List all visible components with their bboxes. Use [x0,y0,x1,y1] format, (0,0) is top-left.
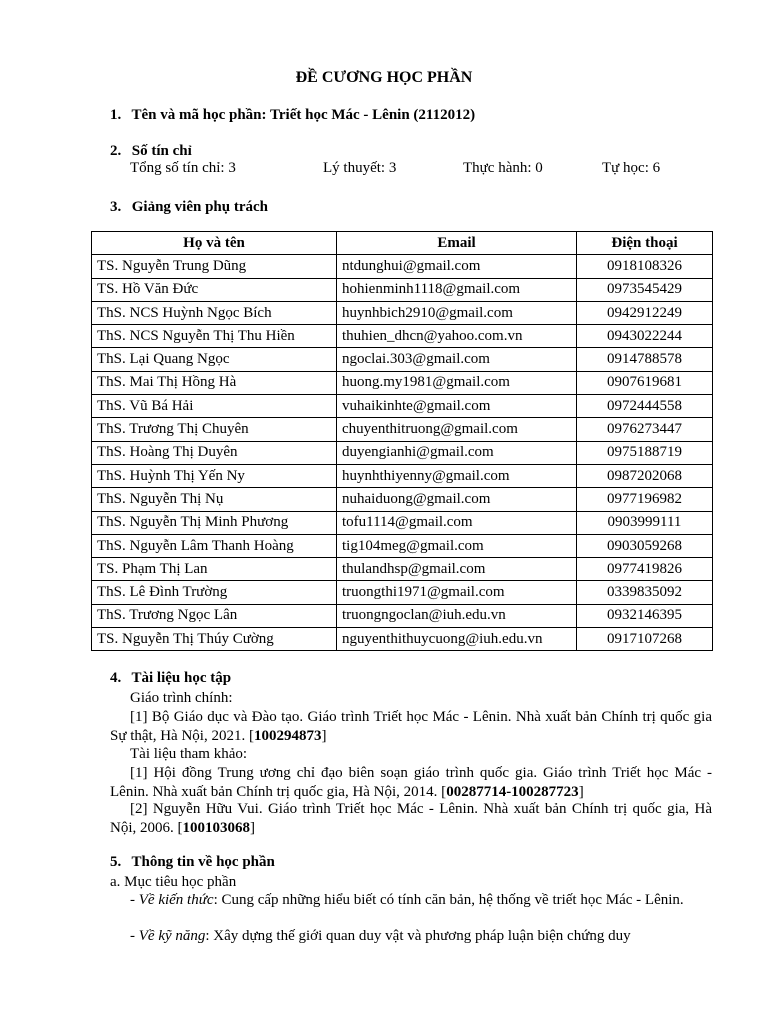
lecturer-phone: 0903999111 [577,511,713,534]
table-row [92,628,713,651]
lecturer-phone: 0932146395 [577,604,713,627]
table-row [92,604,713,627]
lecturer-phone: 0975188719 [577,441,713,464]
lecturer-name: TS. Nguyễn Thị Thúy Cường [92,628,337,651]
table-row [92,511,713,534]
reference-1: [1] Hội đồng Trung ương chỉ đạo biên soạn giáo trình quốc gia. Giáo trình Triết học Mác - Lênin. Nhà xuất bản Chính trị quốc gia, Hà Nội, 2014. [00287714-100287723] [110,765,712,800]
lecturer-name: TS. Hồ Văn Đức [92,278,337,301]
lecturer-name: ThS. Lại Quang Ngọc [92,348,337,371]
table-row [92,278,713,301]
lecturer-phone: 0339835092 [577,581,713,604]
lecturer-email: hohienminh1118@gmail.com [337,278,577,301]
lecturer-email: tofu1114@gmail.com [337,511,577,534]
lecturer-phone: 0943022244 [577,325,713,348]
lecturer-email: truongngoclan@iuh.edu.vn [337,604,577,627]
section-5-heading: 5. Thông tin về học phần [110,854,275,870]
objective-knowledge: - Về kiến thức: Cung cấp những hiểu biết có tính căn bản, hệ thống về triết học Mác - Lênin. [130,892,684,908]
lecturer-name: TS. Phạm Thị Lan [92,558,337,581]
credits-self-study: Tự học: 6 [602,160,661,176]
credits-theory: Lý thuyết: 3 [323,160,397,176]
lecturer-name: ThS. Huỳnh Thị Yến Ny [92,464,337,487]
table-row [92,418,713,441]
lecturer-phone: 0977196982 [577,488,713,511]
lecturer-email: duyengianhi@gmail.com [337,441,577,464]
lecturers-table [91,231,713,651]
lecturer-email: huynhbich2910@gmail.com [337,301,577,324]
lecturer-name: ThS. Hoàng Thị Duyên [92,441,337,464]
lecturer-email: chuyenthitruong@gmail.com [337,418,577,441]
table-row [92,464,713,487]
lecturer-email: nuhaiduong@gmail.com [337,488,577,511]
lecturer-email: thulandhsp@gmail.com [337,558,577,581]
lecturer-phone: 0977419826 [577,558,713,581]
main-textbook-label: Giáo trình chính: [130,690,233,706]
objective-skill: - Về kỹ năng: Xây dựng thế giới quan duy vật và phương pháp luận biện chứng duy [130,928,631,944]
lecturer-name: ThS. NCS Huỳnh Ngọc Bích [92,301,337,324]
section-1-heading: 1. Tên và mã học phần: Triết học Mác - Lênin (2112012) [110,107,476,123]
credits-total: Tổng số tín chỉ: 3 [130,160,236,176]
lecturer-name: ThS. Nguyễn Thị Minh Phương [92,511,337,534]
table-row [92,488,713,511]
lecturer-phone: 0903059268 [577,534,713,557]
lecturer-email: truongthi1971@gmail.com [337,581,577,604]
lecturer-name: ThS. NCS Nguyễn Thị Thu Hiền [92,325,337,348]
section-3-label: Giảng viên phụ trách [131,199,269,215]
section-4-label: Tài liệu học tập [131,670,232,686]
table-header-row [92,232,713,255]
lecturer-email: vuhaikinhte@gmail.com [337,395,577,418]
main-reference-1: [1] Bộ Giáo dục và Đào tạo. Giáo trình Triết học Mác - Lênin. Nhà xuất bản Chính trị quốc gia Sự thật, Hà Nội, 2021. [100294873] [110,709,712,744]
lecturer-phone: 0914788578 [577,348,713,371]
lecturer-phone: 0973545429 [577,278,713,301]
lecturer-email: tig104meg@gmail.com [337,534,577,557]
header-email: Email [337,232,577,255]
objectives-label: a. Mục tiêu học phần [110,874,237,890]
lecturer-email: thuhien_dhcn@yahoo.com.vn [337,325,577,348]
lecturer-phone: 0942912249 [577,301,713,324]
lecturer-phone: 0918108326 [577,255,713,278]
table-row [92,371,713,394]
header-name: Họ và tên [92,232,337,255]
lecturer-phone: 0987202068 [577,464,713,487]
lecturer-email: huong.my1981@gmail.com [337,371,577,394]
lecturer-name: ThS. Nguyễn Lâm Thanh Hoàng [92,534,337,557]
reference-2-code: 100103068 [182,820,250,836]
lecturer-name: ThS. Trương Thị Chuyên [92,418,337,441]
table-row [92,581,713,604]
lecturer-name: TS. Nguyễn Trung Dũng [92,255,337,278]
section-3-heading: 3. Giảng viên phụ trách [110,199,269,215]
lecturer-email: huynhthiyenny@gmail.com [337,464,577,487]
lecturer-name: ThS. Vũ Bá Hải [92,395,337,418]
lecturer-email: ngoclai.303@gmail.com [337,348,577,371]
section-1-label: Tên và mã học phần: Triết học Mác - Lênin (2112012) [131,107,476,123]
lecturer-email: ntdunghui@gmail.com [337,255,577,278]
table-row [92,395,713,418]
lecturer-phone: 0917107268 [577,628,713,651]
page-title: ĐỀ CƯƠNG HỌC PHẦN [295,69,473,86]
table-row [92,348,713,371]
main-reference-1-code: 100294873 [253,728,322,744]
section-2-label: Số tín chỉ [131,143,192,159]
table-row [92,301,713,324]
lecturer-name: ThS. Nguyễn Thị Nụ [92,488,337,511]
table-row [92,534,713,557]
section-2-heading: 2. Số tín chỉ [110,143,192,159]
lecturer-name: ThS. Lê Đình Trường [92,581,337,604]
table-row [92,441,713,464]
table-row [92,325,713,348]
credits-practice: Thực hành: 0 [463,160,543,176]
lecturer-name: ThS. Mai Thị Hồng Hà [92,371,337,394]
reference-1-code: 00287714-100287723 [446,784,579,800]
skill-label: Về kỹ năng [138,928,206,944]
header-phone: Điện thoại [577,232,713,255]
section-4-heading: 4. Tài liệu học tập [110,670,232,686]
lecturer-email: nguyenthithuycuong@iuh.edu.vn [337,628,577,651]
table-row [92,558,713,581]
lecturer-phone: 0907619681 [577,371,713,394]
lecturer-phone: 0972444558 [577,395,713,418]
table-row [92,255,713,278]
lecturer-phone: 0976273447 [577,418,713,441]
reference-label: Tài liệu tham khảo: [130,746,248,762]
lecturer-name: ThS. Trương Ngọc Lân [92,604,337,627]
reference-2: [2] Nguyễn Hữu Vui. Giáo trình Triết học Mác - Lênin. Nhà xuất bản Chính trị quốc gia, Hà Nội, 2006. [100103068] [110,801,712,836]
knowledge-label: Về kiến thức [138,892,214,908]
section-5-label: Thông tin về học phần [131,854,275,870]
lecturers-table-body [92,255,713,651]
